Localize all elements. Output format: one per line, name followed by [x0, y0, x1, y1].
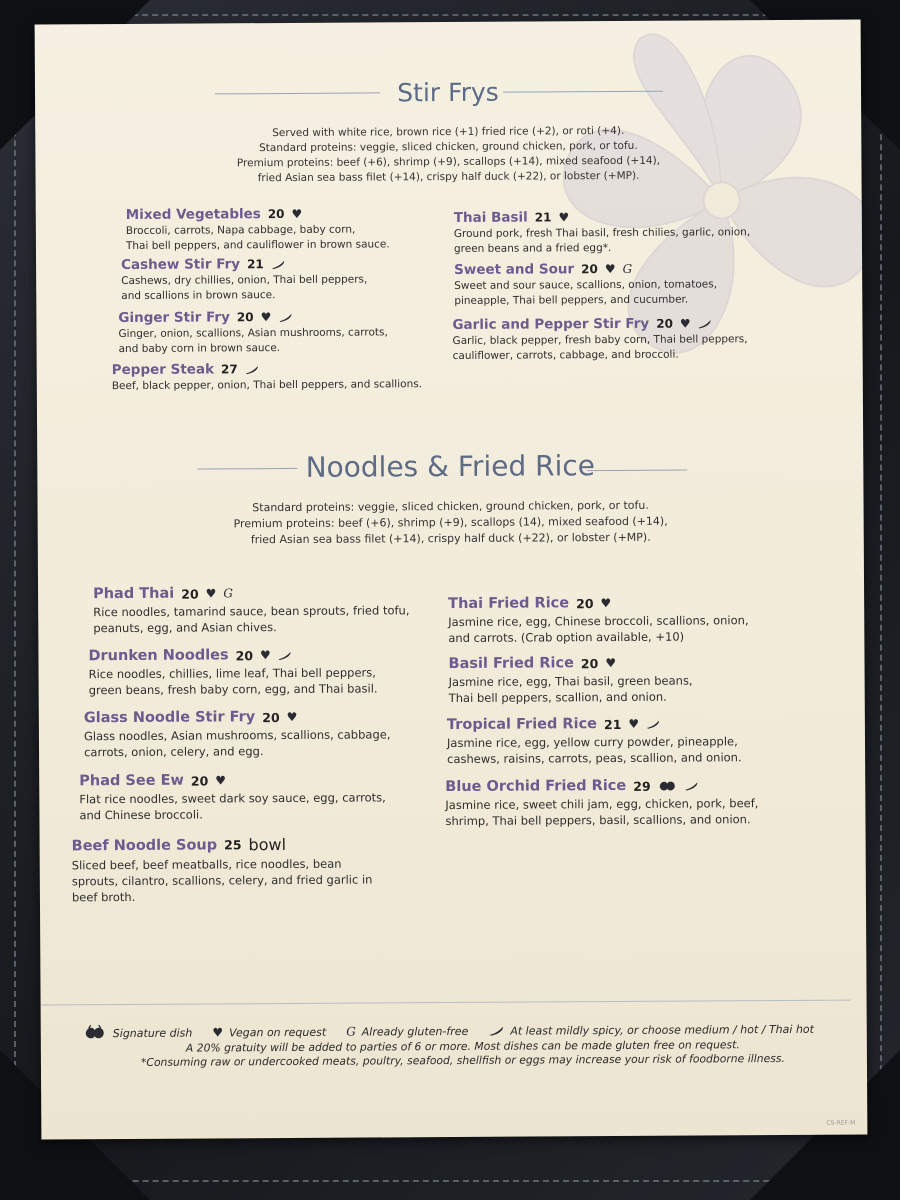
menu-item-name: Sweet and Sour [454, 261, 575, 278]
menu-page [35, 19, 868, 1139]
heart-icon: ♥ [259, 648, 271, 663]
description-line: and scallions in brown sauce. [121, 288, 276, 302]
menu-item-name: Blue Orchid Fried Rice [445, 777, 627, 796]
menu-item [452, 315, 812, 363]
description-line: Broccoli, carrots, Napa cabbage, baby corn, [125, 223, 356, 237]
menu-item [112, 360, 442, 394]
intro-line: fried Asian sea bass filet (+14), crispy half duck (+22), or lobster (+MP). [257, 169, 640, 185]
description-line: Ginger, onion, scallions, Asian mushrooms, carrots, [118, 326, 388, 341]
gluten-free-icon: G [622, 261, 633, 276]
description-line: and baby corn in brown sauce. [118, 341, 281, 355]
menu-item-name: Beef Noodle Soup [71, 836, 218, 854]
gluten-free-icon: G [346, 1024, 356, 1039]
menu-item [454, 208, 814, 256]
menu-item-name: Phad Thai [93, 585, 175, 603]
intro-line: fried Asian sea bass filet (+14), crispy half duck (+22), or lobster (+MP). [250, 530, 651, 547]
menu-item-header [454, 260, 814, 278]
menu-item-header [447, 715, 807, 733]
heart-icon: ♥ [205, 586, 217, 601]
menu-item-description [445, 795, 805, 829]
description-line: Rice noodles, chillies, lime leaf, Thai bell peppers, [88, 665, 376, 682]
legend-signature [83, 1024, 193, 1043]
menu-item-header [448, 654, 808, 672]
menu-item [445, 777, 805, 829]
description-line: green beans and a fried egg*. [453, 241, 612, 255]
intro-line: Premium proteins: beef (+6), shrimp (+9), scallops (14), mixed seafood (+14), [233, 514, 668, 531]
description-line: Glass noodles, Asian mushrooms, scallions, cabbage, [83, 727, 391, 744]
menu-item-header [84, 708, 434, 726]
noodles-intro [38, 496, 864, 549]
legend-vegan [212, 1025, 326, 1039]
description-line: peanuts, egg, and Asian chives. [93, 620, 277, 636]
noodles-title: Noodles & Fried Rice [305, 449, 596, 484]
menu-item-header [112, 360, 442, 378]
legend-vegan-label: Vegan on request [229, 1025, 327, 1039]
menu-item-header [445, 777, 805, 795]
description-line: carrots, onion, celery, and egg. [84, 744, 264, 760]
menu-item-price: 20 [581, 262, 598, 277]
heart-icon: ♥ [558, 210, 570, 225]
pepper-icon [646, 719, 661, 728]
menu-item-header [121, 255, 451, 273]
heart-icon: ♥ [600, 596, 612, 611]
heart-icon: ♥ [679, 316, 691, 331]
menu-item-unit: bowl [248, 835, 287, 855]
description-line: Garlic, black pepper, fresh baby corn, Thai bell peppers, [452, 333, 748, 347]
intro-line: Served with white rice, brown rice (+1) fried rice (+2), or roti (+4). [272, 124, 625, 140]
gluten-free-icon: G [223, 586, 234, 601]
menu-item-header [79, 771, 429, 789]
menu-item [72, 834, 422, 905]
description-line: shrimp, Thai bell peppers, basil, scallions, and onion. [445, 812, 751, 829]
legend-gluten-free [346, 1024, 468, 1039]
menu-item [448, 654, 808, 706]
menu-item-description [449, 672, 809, 706]
menu-item-price: 21 [603, 716, 622, 732]
menu-item-name: Mixed Vegetables [125, 206, 261, 223]
description-line: Rice noodles, tamarind sauce, bean sprouts, fried tofu, [93, 603, 410, 620]
menu-item [448, 594, 808, 646]
menu-item [447, 715, 807, 767]
description-line: Sweet and sour sauce, scallions, onion, tomatoes, [454, 278, 718, 292]
menu-item-price: 27 [220, 362, 238, 377]
menu-item-price: 20 [190, 772, 209, 789]
menu-item-price: 21 [534, 210, 552, 225]
legend-signature-label: Signature dish [112, 1026, 193, 1040]
intro-line: Standard proteins: veggie, sliced chicken, ground chicken, pork, or tofu. [259, 139, 638, 155]
description-line: Sliced beef, beef meatballs, rice noodles, bean [71, 856, 342, 873]
menu-item-price: 20 [580, 655, 599, 671]
description-line: and Chinese broccoli. [79, 807, 203, 823]
heart-icon: ♥ [286, 709, 298, 725]
menu-item-header [452, 315, 812, 333]
menu-item-name: Cashew Stir Fry [121, 256, 241, 274]
description-line: sprouts, cilantro, scallions, celery, and fried garlic in [71, 872, 373, 889]
gratuity-note: A 20% gratuity will be added to parties of 6 or more. Most dishes can be made gluten free on request. [185, 1038, 740, 1055]
legend-divider [35, 1000, 851, 1006]
menu-item-description [454, 225, 814, 256]
menu-item [79, 771, 429, 823]
pepper-icon [278, 312, 293, 321]
menu-item-description [448, 612, 808, 646]
description-line: Jasmine rice, egg, Thai basil, green beans, [448, 673, 693, 690]
menu-item-name: Phad See Ew [79, 772, 184, 790]
description-line: Ground pork, fresh Thai basil, fresh chilies, garlic, onion, [453, 226, 751, 240]
heart-icon: ♥ [628, 716, 640, 731]
intro-line: Premium proteins: beef (+6), shrimp (+9), scallops (+14), mixed seafood (+14), [236, 154, 661, 170]
menu-item-description [72, 855, 422, 905]
intro-line: Standard proteins: veggie, sliced chicken, ground chicken, pork, or tofu. [252, 498, 649, 515]
description-line: Flat rice noodles, sweet dark soy sauce, egg, carrots, [79, 790, 386, 807]
menu-item [118, 308, 448, 356]
heart-icon: ♥ [215, 773, 227, 788]
heart-icon: ♥ [291, 206, 303, 221]
menu-item-description [118, 325, 448, 356]
menu-item-price: 20 [236, 310, 254, 325]
menu-item-description [84, 726, 434, 760]
menu-item-price: 20 [181, 586, 199, 602]
menu-item-description [447, 733, 807, 767]
description-line: beef broth. [71, 889, 136, 905]
pepper-icon [245, 365, 260, 374]
menu-item-price: 20 [262, 709, 280, 725]
description-line: Jasmine rice, sweet chili jam, egg, chicken, pork, beef, [445, 796, 759, 813]
legend-spicy [488, 1022, 814, 1037]
menu-item-name: Glass Noodle Stir Fry [83, 709, 256, 727]
menu-item-price: 21 [246, 257, 264, 272]
menu-item-header [448, 594, 808, 612]
description-line: and carrots. (Crab option available, +10) [448, 629, 685, 646]
pepper-icon [278, 650, 293, 659]
legend-spicy-label: At least mildly spicy, or choose medium / hot / Thai hot [510, 1022, 814, 1038]
stir-frys-title: Stir Frys [397, 77, 499, 108]
signature-icon [658, 778, 678, 793]
description-line: Beef, black pepper, onion, Thai bell peppers, and scallions. [111, 378, 423, 393]
menu-item-description [79, 789, 429, 823]
menu-item-price: 20 [267, 207, 285, 222]
menu-item-header [126, 205, 456, 223]
menu-item [88, 646, 438, 698]
menu-item-description [453, 332, 813, 363]
menu-item [454, 260, 814, 308]
menu-item-description [89, 664, 439, 698]
menu-item-price: 25 [224, 837, 242, 853]
heart-icon: ♥ [604, 261, 616, 277]
menu-item [126, 205, 456, 253]
description-line: Jasmine rice, egg, yellow curry powder, pineapple, [446, 734, 738, 751]
pepper-icon [685, 781, 700, 790]
menu-item-name: Tropical Fried Rice [446, 716, 598, 734]
menu-item-name: Garlic and Pepper Stir Fry [452, 315, 650, 333]
menu-item [121, 255, 451, 303]
menu-item-description [126, 222, 456, 253]
menu-item-name: Ginger Stir Fry [118, 309, 230, 327]
menu-item [93, 584, 443, 636]
description-line: cashews, raisins, carrots, peas, scallion, and onion. [447, 750, 742, 767]
pepper-icon [271, 260, 286, 269]
menu-item [84, 708, 434, 760]
description-line: green beans, fresh baby corn, egg, and Thai basil. [88, 681, 378, 698]
description-line: Cashews, dry chillies, onion, Thai bell peppers, [121, 273, 368, 288]
foodborne-warning: *Consuming raw or undercooked meats, poultry, seafood, shellfish or eggs may increase your risk of foodborne illness. [140, 1051, 785, 1069]
footer-code: CS-REF-M [826, 1119, 856, 1127]
menu-item-price: 20 [656, 316, 673, 331]
menu-item-description [93, 602, 443, 636]
menu-item-name: Pepper Steak [111, 361, 215, 379]
menu-item-price: 29 [633, 778, 651, 794]
menu-item-name: Thai Fried Rice [448, 595, 570, 613]
heart-icon: ♥ [260, 310, 272, 325]
stir-frys-intro [35, 122, 861, 187]
menu-item-price: 20 [235, 647, 254, 663]
menu-item-header [88, 646, 438, 664]
menu-item-description [454, 277, 814, 308]
legend [83, 1020, 843, 1071]
menu-item-description [112, 377, 442, 394]
description-line: pineapple, Thai bell peppers, and cucumber. [454, 293, 689, 307]
description-line: Thai bell peppers, scallion, and onion. [448, 689, 667, 706]
menu-item-header [72, 834, 422, 855]
menu-item-header [93, 584, 443, 602]
menu-item-name: Drunken Noodles [88, 647, 229, 665]
menu-item-name: Thai Basil [453, 209, 528, 226]
menu-item-price: 20 [576, 595, 594, 611]
description-line: cauliflower, carrots, cabbage, and broccoli. [452, 348, 679, 362]
legend-gluten-free-label: Already gluten-free [361, 1024, 469, 1039]
signature-icon [83, 1024, 107, 1042]
menu-item-description [121, 272, 451, 303]
heart-icon: ♥ [212, 1025, 224, 1040]
menu-item-header [454, 208, 814, 226]
description-line: Thai bell peppers, and cauliflower in brown sauce. [125, 237, 390, 252]
heart-icon: ♥ [605, 655, 617, 671]
menu-item-name: Basil Fried Rice [448, 655, 574, 673]
pepper-icon [488, 1026, 504, 1036]
menu-item-header [118, 308, 448, 326]
pepper-icon [698, 319, 713, 328]
description-line: Jasmine rice, egg, Chinese broccoli, scallions, onion, [448, 613, 749, 630]
